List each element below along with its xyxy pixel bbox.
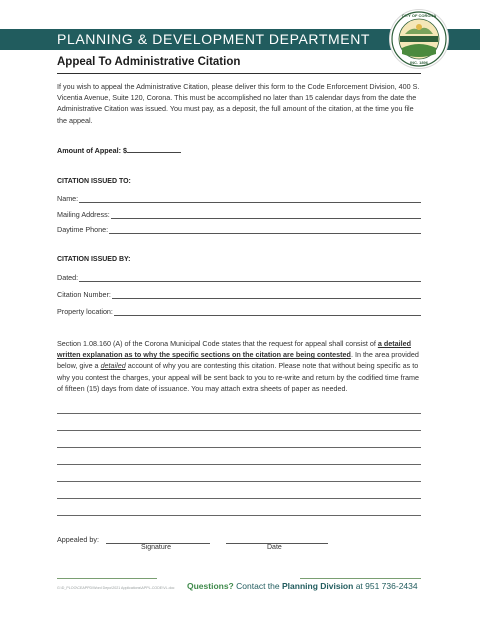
explanation-line[interactable]: [57, 413, 421, 414]
code-text-detailed: detailed: [100, 361, 126, 371]
code-text-underlined: a detailed written explanation as to why the specific sections on the citation are being contested: [57, 339, 411, 360]
dated-input-line[interactable]: [57, 281, 421, 282]
code-text-part1: Section 1.08.160 (A) of the Corona Municipal Code states that the request for appeal shall consist of: [57, 339, 378, 348]
department-title: PLANNING & DEVELOPMENT DEPARTMENT: [57, 31, 371, 47]
form-title: Appeal To Administrative Citation: [57, 56, 241, 68]
dated-label: Dated:: [57, 273, 79, 282]
signature-caption: Signature: [141, 544, 171, 551]
intro-paragraph: If you wish to appeal the Administrative Citation, please deliver this form to the Code Enforcement Division, 400 S. Vicentia Avenue, Suite 120, Corona. This must be accomplished no later than 15 calendar days from the date the Administrative Citation was issued. You must pay, as a deposit, the full amount of the citation, at the time you file the appeal.: [57, 82, 420, 125]
amount-input[interactable]: [127, 144, 181, 153]
mailing-address-input-line[interactable]: [57, 218, 421, 219]
city-seal-logo: [390, 10, 448, 68]
amount-label: Amount of Appeal: $: [57, 146, 128, 155]
footer-contact-text: Contact the: [236, 581, 280, 591]
amount-of-appeal: [57, 144, 181, 155]
name-label: Name:: [57, 194, 79, 203]
daytime-phone-label: Daytime Phone:: [57, 225, 109, 234]
explanation-line[interactable]: [57, 430, 421, 431]
footer-divider-left: [57, 578, 157, 579]
explanation-line[interactable]: [57, 498, 421, 499]
mailing-address-field[interactable]: [57, 210, 421, 220]
code-text-part2: . In the area provided below, give a: [57, 350, 419, 371]
name-input-line[interactable]: [57, 202, 421, 203]
footer-phone: at 951 736-2434: [355, 581, 418, 591]
appealed-by-label: Appealed by:: [57, 535, 99, 544]
daytime-phone-field[interactable]: [57, 225, 421, 235]
name-field[interactable]: [57, 194, 421, 204]
citation-number-label: Citation Number:: [57, 290, 111, 299]
code-text-part3: account of why you are contesting this citation. Please note that without being specific as to why you contest the charges, your appeal will be sent back to you to re-write and return by the codified time frame of fifteen (15) days from date of issuance. You may attach extra sheets of paper as needed.: [57, 361, 419, 393]
mailing-address-label: Mailing Address:: [57, 210, 110, 219]
property-location-label: Property location:: [57, 307, 113, 316]
footer-questions: Questions?: [187, 581, 234, 591]
explanation-line[interactable]: [57, 515, 421, 516]
footer-divider-right: [300, 578, 421, 579]
footer-file-path: G:\D_PLOO\CEAPPD\Word Depo\2021 Applications\APPL-CODE\VL.doc: [57, 586, 175, 590]
explanation-line[interactable]: [57, 447, 421, 448]
seal-top-text: CITY OF CORONA: [401, 13, 437, 18]
explanation-line[interactable]: [57, 464, 421, 465]
dated-field[interactable]: [57, 273, 421, 283]
explanation-line[interactable]: [57, 481, 421, 482]
footer-division: Planning Division: [282, 581, 354, 591]
seal-bottom-text: INC. 1896: [409, 60, 428, 65]
citation-number-field[interactable]: [57, 290, 421, 300]
footer-contact: [187, 581, 418, 591]
date-caption: Date: [267, 544, 282, 551]
code-section-paragraph: [57, 338, 425, 394]
issued-by-heading: CITATION ISSUED BY:: [57, 256, 131, 263]
daytime-phone-input-line[interactable]: [57, 233, 421, 234]
title-divider: [57, 73, 421, 74]
issued-to-heading: CITATION ISSUED TO:: [57, 178, 131, 185]
property-location-field[interactable]: [57, 307, 421, 317]
